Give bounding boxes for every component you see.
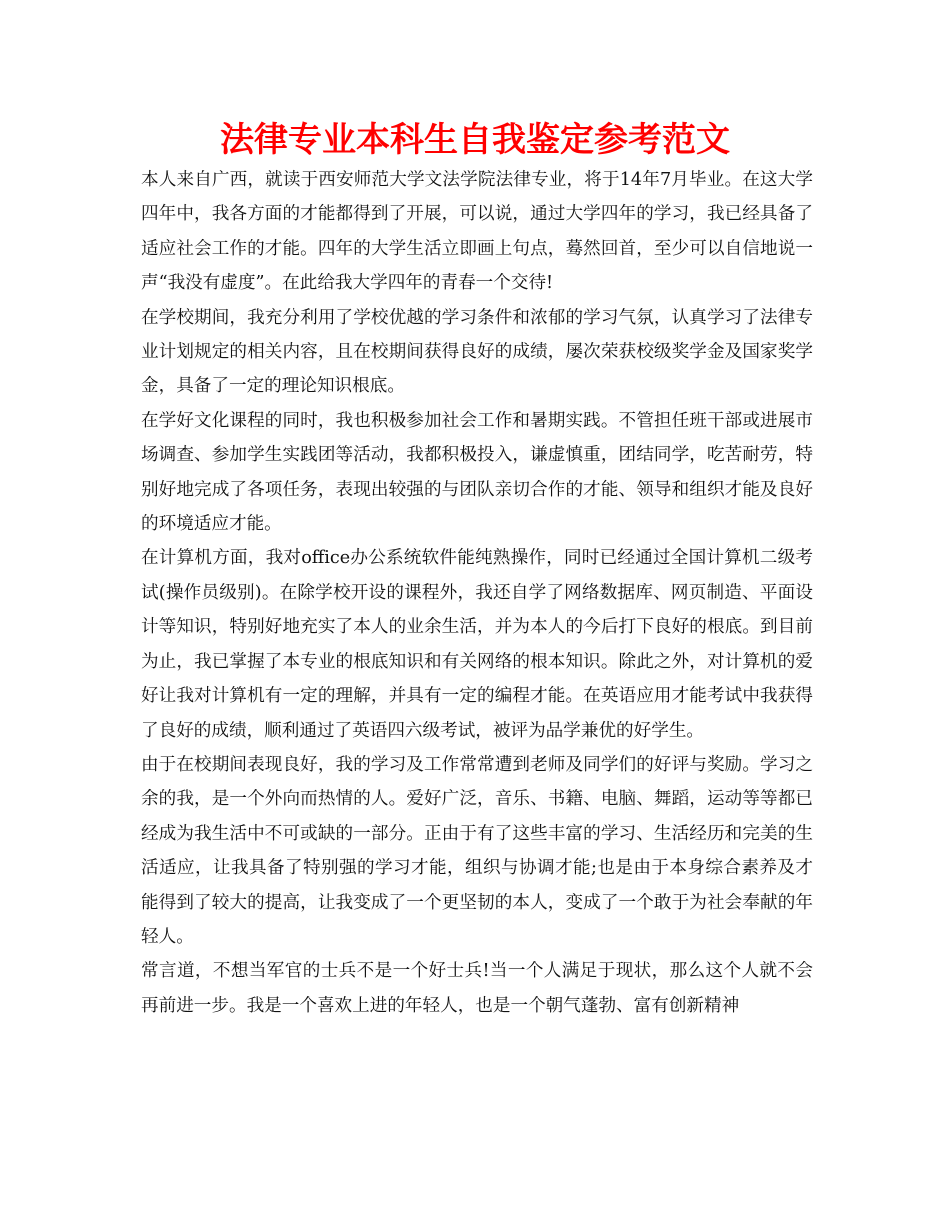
paragraph-computer: 在计算机方面，我对office办公系统软件能纯熟操作，同时已经通过全国计算机二级考试(操作员级别)。在除学校开设的课程外，我还自学了网络数据库、网页制造、平面设计等知识，特别好地充实了本人的业余生活，并为本人的今后打下良好的根底。到目前为止，我已掌握了本专业的根底知识和有关网络的根本知识。除此之外，对计算机的爱好让我对计算机有一定的理解，并具有一定的编程才能。在英语应用才能考试中我获得了良好的成绩，顺利通过了英语四六级考试，被评为品学兼优的好学生。 bbox=[141, 548, 813, 741]
document-body bbox=[141, 163, 813, 1023]
paragraph-intro: 本人来自广西，就读于西安师范大学文法学院法律专业，将于14年7月毕业。在这大学四年中，我各方面的才能都得到了开展，可以说，通过大学四年的学习，我已经具备了适应社会工作的才能。四年的大学生活立即画上句点，蓦然回首，至少可以自信地说一声“我没有虚度”。在此给我大学四年的青春一个交待! bbox=[141, 170, 813, 294]
paragraph-character: 由于在校期间表现良好，我的学习及工作常常遭到老师及同学们的好评与奖励。学习之余的我，是一个外向而热情的人。爱好广泛，音乐、书籍、电脑、舞蹈，运动等等都已经成为我生活中不可或缺的一部分。正由于有了这些丰富的学习、生活经历和完美的生活适应，让我具备了特别强的学习才能，组织与协调才能;也是由于本身综合素养及才能得到了较大的提高，让我变成了一个更坚韧的本人，变成了一个敢于为社会奉献的年轻人。 bbox=[141, 754, 813, 947]
paragraph-practice: 在学好文化课程的同时，我也积极参加社会工作和暑期实践。不管担任班干部或进展市场调查、参加学生实践团等活动，我都积极投入，谦虚慎重，团结同学，吃苦耐劳，特别好地完成了各项任务，表现出较强的与团队亲切合作的才能、领导和组织才能及良好的环境适应才能。 bbox=[141, 410, 813, 535]
page-title: 法律专业本科生自我鉴定参考范文 bbox=[220, 120, 730, 160]
paragraph-study: 在学校期间，我充分利用了学校优越的学习条件和浓郁的学习气氛，认真学习了法律专业计划规定的相关内容，且在校期间获得良好的成绩，屡次荣获校级奖学金及国家奖学金，具备了一定的理论知识根底。 bbox=[141, 307, 813, 397]
paragraph-ambition: 常言道，不想当军官的士兵不是一个好士兵!当一个人满足于现状，那么这个人就不会再前进一步。我是一个喜欢上进的年轻人，也是一个朝气蓬勃、富有创新精神 bbox=[141, 961, 813, 1016]
